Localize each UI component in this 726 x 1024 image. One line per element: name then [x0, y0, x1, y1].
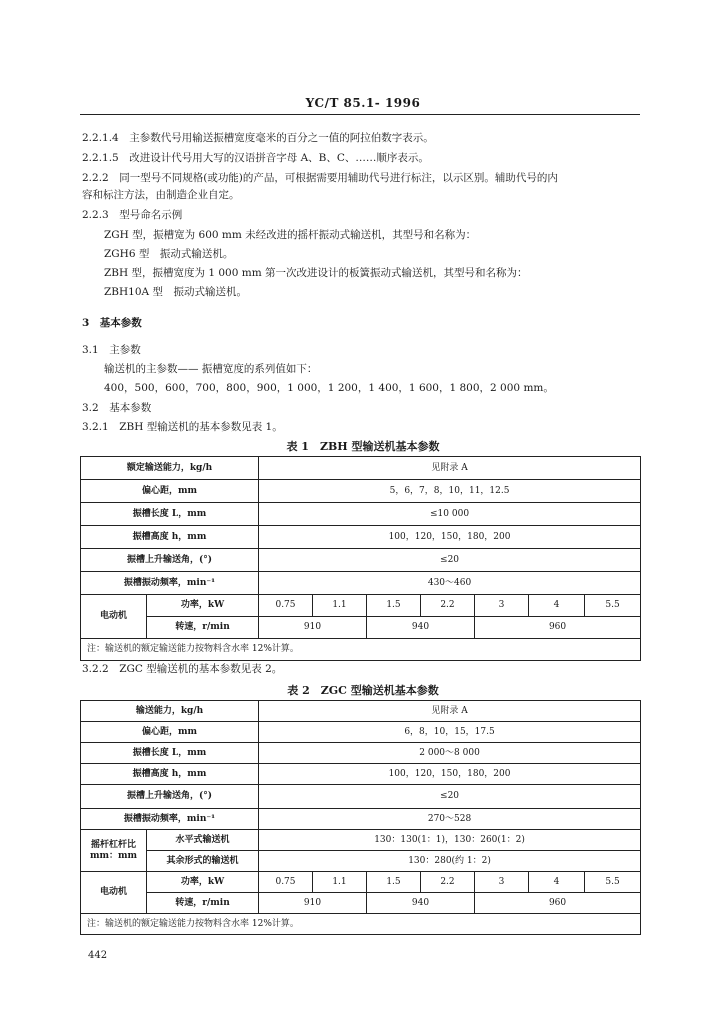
- table2-power-cell: 4: [529, 872, 585, 893]
- table1-power-cell: 5.5: [585, 595, 641, 617]
- table2-row: [81, 743, 641, 764]
- table1-label-eccentric: 偏心距，mm: [81, 480, 259, 503]
- table1-power-cell: 1.5: [367, 595, 421, 617]
- table2-value-capacity: 见附录 A: [259, 701, 641, 722]
- table2-value-eccentric: 6，8，10，15，17.5: [259, 722, 641, 743]
- table2-rocker-line2: mm：mm: [89, 850, 138, 861]
- table2-value-frequency: 270～528: [259, 809, 641, 830]
- table1: [80, 456, 641, 661]
- table2-label-horizontal: 水平式输送机: [147, 830, 259, 851]
- table2-label-other: 其余形式的输送机: [147, 851, 259, 872]
- table1-caption: 表 1 ZBH 型输送机基本参数: [286, 440, 440, 453]
- table2-label-motor: 电动机: [81, 872, 147, 914]
- table2-row: [81, 722, 641, 743]
- table2-value-height: 100，120，150，180，200: [259, 764, 641, 785]
- table1-label-frequency: 振槽振动频率，min⁻¹: [81, 572, 259, 595]
- table2-speed-cell: 960: [475, 893, 641, 914]
- table1-row: [81, 572, 641, 595]
- table2-value-other: 130：280(约 1：2): [259, 851, 641, 872]
- table2-value-angle: ≤20: [259, 785, 641, 809]
- table1-note: 注：输送机的额定输送能力按物料含水率 12%计算。: [81, 639, 641, 661]
- header-rule: [80, 114, 640, 115]
- table1-row: [81, 526, 641, 549]
- table2-row: [81, 830, 641, 851]
- table2-power-cell: 5.5: [585, 872, 641, 893]
- table1-value-frequency: 430～460: [259, 572, 641, 595]
- table1-label-angle: 振槽上升输送角，(°): [81, 549, 259, 572]
- table1-value-capacity: 见附录 A: [259, 457, 641, 480]
- table2-label-power: 功率，kW: [147, 872, 259, 893]
- table2: [80, 700, 641, 935]
- table1-label-motor: 电动机: [81, 595, 147, 639]
- table2-row: [81, 851, 641, 872]
- table2-note: 注：输送机的额定输送能力按物料含水率 12%计算。: [81, 914, 641, 935]
- table1-power-cell: 3: [475, 595, 529, 617]
- table2-label-height: 振槽高度 h，mm: [81, 764, 259, 785]
- table1-value-angle: ≤20: [259, 549, 641, 572]
- table2-power-cell: 1.1: [313, 872, 367, 893]
- section-3-heading: 3 基本参数: [82, 317, 142, 329]
- para-2-2-3: 2.2.3 型号命名示例: [82, 209, 183, 221]
- table1-row: [81, 639, 641, 661]
- table2-value-length: 2 000～8 000: [259, 743, 641, 764]
- table2-label-length: 振槽长度 L，mm: [81, 743, 259, 764]
- table2-power-cell: 2.2: [421, 872, 475, 893]
- table1-row: [81, 549, 641, 572]
- table2-label-capacity: 输送能力，kg/h: [81, 701, 259, 722]
- table2-label-frequency: 振槽振动频率，min⁻¹: [81, 809, 259, 830]
- table2-speed-cell: 940: [367, 893, 475, 914]
- main-param-values: 400，500，600，700，800，900，1 000，1 200，1 400，1 600，1 800，2 000 mm。: [104, 382, 554, 394]
- example-zgh6: ZGH6 型 振动式输送机。: [104, 248, 234, 260]
- main-param-intro: 输送机的主参数—— 振槽宽度的系列值如下：: [104, 363, 318, 375]
- page-header: YC/T 85.1- 1996: [305, 96, 421, 110]
- table1-power-cell: 1.1: [313, 595, 367, 617]
- table2-label-eccentric: 偏心距，mm: [81, 722, 259, 743]
- table1-row: [81, 617, 641, 639]
- table2-caption: 表 2 ZGC 型输送机基本参数: [287, 684, 439, 697]
- section-3-2-heading: 3.2 基本参数: [82, 402, 152, 414]
- table2-row: [81, 764, 641, 785]
- table2-rocker-line1: 摇杆杠杆比: [90, 839, 136, 850]
- table1-row: [81, 503, 641, 526]
- table1-label-length: 振槽长度 L，mm: [81, 503, 259, 526]
- table2-row: [81, 872, 641, 893]
- section-3-1-heading: 3.1 主参数: [82, 344, 141, 356]
- table2-row: [81, 809, 641, 830]
- table1-value-eccentric: 5，6，7，8，10，11，12.5: [259, 480, 641, 503]
- section-3-2-2: 3.2.2 ZGC 型输送机的基本参数见表 2。: [82, 663, 283, 675]
- table1-label-speed: 转速，r/min: [147, 617, 259, 639]
- table1-power-cell: 0.75: [259, 595, 313, 617]
- table1-value-height: 100，120，150，180，200: [259, 526, 641, 549]
- example-zbh10a: ZBH10A 型 振动式输送机。: [104, 286, 247, 298]
- table2-label-speed: 转速，r/min: [147, 893, 259, 914]
- table1-row: [81, 595, 641, 617]
- table2-label-rocker: [81, 830, 147, 872]
- para-2-2-1-4: 2.2.1.4 主参数代号用输送振槽宽度毫米的百分之一值的阿拉伯数字表示。: [82, 132, 434, 144]
- table1-label-height: 振槽高度 h，mm: [81, 526, 259, 549]
- table1-value-length: ≤10 000: [259, 503, 641, 526]
- table1-power-cell: 2.2: [421, 595, 475, 617]
- page-number: 442: [88, 950, 108, 961]
- para-2-2-2-line2: 容和标注方法，由制造企业自定。: [82, 189, 240, 201]
- table2-row: [81, 785, 641, 809]
- table1-speed-cell: 910: [259, 617, 367, 639]
- table2-speed-cell: 910: [259, 893, 367, 914]
- table2-power-cell: 1.5: [367, 872, 421, 893]
- table2-power-cell: 3: [475, 872, 529, 893]
- table1-label-capacity: 额定输送能力，kg/h: [81, 457, 259, 480]
- table1-label-power: 功率，kW: [147, 595, 259, 617]
- table1-power-cell: 4: [529, 595, 585, 617]
- para-2-2-2-line1: 2.2.2 同一型号不同规格(或功能)的产品，可根据需要用辅助代号进行标注，以示区别。辅助代号的内: [82, 172, 558, 184]
- section-3-2-1: 3.2.1 ZBH 型输送机的基本参数见表 1。: [82, 421, 283, 433]
- table1-speed-cell: 940: [367, 617, 475, 639]
- table1-row: [81, 457, 641, 480]
- para-2-2-1-5: 2.2.1.5 改进设计代号用大写的汉语拼音字母 A、B、C、……顺序表示。: [82, 152, 429, 164]
- table2-row: [81, 914, 641, 935]
- example-zbh: ZBH 型，振槽宽度为 1 000 mm 第一次改进设计的板簧振动式输送机，其型号和名称为：: [104, 267, 528, 279]
- table1-speed-cell: 960: [475, 617, 641, 639]
- example-zgh: ZGH 型，振槽宽为 600 mm 未经改进的摇杆振动式输送机，其型号和名称为：: [104, 229, 477, 241]
- table2-power-cell: 0.75: [259, 872, 313, 893]
- table2-row: [81, 701, 641, 722]
- table2-label-angle: 振槽上升输送角，(°): [81, 785, 259, 809]
- table2-value-horizontal: 130：130(1：1)，130：260(1：2): [259, 830, 641, 851]
- table1-row: [81, 480, 641, 503]
- table2-row: [81, 893, 641, 914]
